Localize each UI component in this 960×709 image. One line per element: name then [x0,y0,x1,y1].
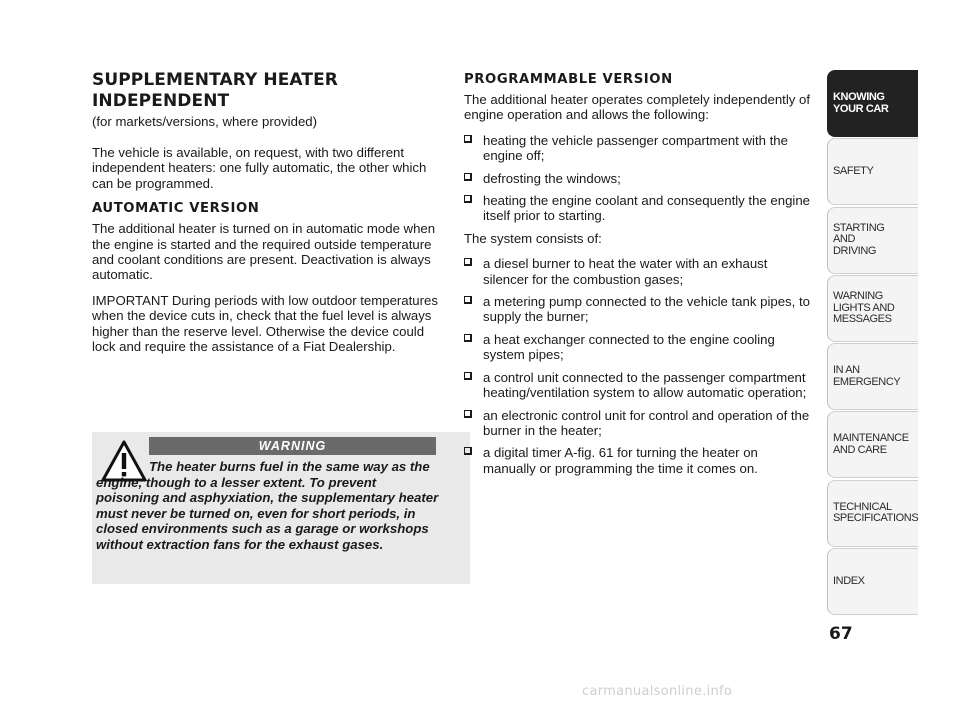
tab-index[interactable]: INDEX [827,548,918,615]
automatic-paragraph: The additional heater is turned on in automatic mode when the engine is started and the required outside temperature and coolant conditions are present. Deactivation is always automatic. [92,221,436,283]
left-column [92,70,440,364]
tab-in-an-emergency[interactable]: IN AN EMERGENCY [827,343,918,410]
allows-list [464,133,812,224]
checkbox-bullet-icon [464,410,472,418]
consists-intro: The system consists of: [464,230,602,246]
list-item: defrosting the windows; [464,171,812,186]
warning-box [92,432,470,584]
checkbox-bullet-icon [464,447,472,455]
warning-label: WARNING [149,437,436,455]
programmable-version-heading: PROGRAMMABLE VERSION [464,72,673,87]
page-number: 67 [829,624,853,644]
watermark: carmanualsonline.info [582,684,733,699]
warning-text: The heater burns fuel in the same way as the engine, though to a lesser extent. To prevent poisoning and asphyxiation, the supplementary heater must never be turned on, even for short periods, in closed environments such as a garage or workshops without extraction fans for the exhaust gases. [96,459,439,552]
tab-safety[interactable]: SAFETY [827,138,918,205]
chapter-tabs [827,70,918,616]
list-item: a diesel burner to heat the water with an exhaust silencer for the combustion gases; [464,256,812,287]
list-item: heating the engine coolant and consequently the engine itself prior to starting. [464,193,812,224]
tab-technical-specifications[interactable]: TECHNICAL SPECIFICATIONS [827,480,918,547]
list-item: a metering pump connected to the vehicle tank pipes, to supply the burner; [464,294,812,325]
checkbox-bullet-icon [464,296,472,304]
list-item: a control unit connected to the passenger compartment heating/ventilation system to allow automatic operation; [464,370,812,401]
tab-knowing-your-car[interactable]: KNOWING YOUR CAR [827,70,918,137]
important-paragraph: IMPORTANT During periods with low outdoor temperatures when the device cuts in, check that the fuel level is always higher than the reserve level. Otherwise the device could lock and require the assistance of a Fiat Dealership. [92,292,438,355]
intro-paragraph: The vehicle is available, on request, with two different independent heaters: one fully automatic, the other which can be programmed. [92,145,427,191]
checkbox-bullet-icon [464,135,472,143]
checkbox-bullet-icon [464,173,472,181]
section-subtitle: (for markets/versions, where provided) [92,114,317,129]
list-item: a digital timer A-fig. 61 for turning the heater on manually or programming the time it comes on. [464,445,812,476]
right-column [464,72,812,483]
tab-starting-and-driving[interactable]: STARTING AND DRIVING [827,207,918,274]
checkbox-bullet-icon [464,334,472,342]
tab-maintenance-and-care[interactable]: MAINTENANCE AND CARE [827,411,918,478]
tab-warning-lights-and-messages[interactable]: WARNING LIGHTS AND MESSAGES [827,275,918,342]
list-item: heating the vehicle passenger compartment with the engine off; [464,133,812,164]
checkbox-bullet-icon [464,372,472,380]
checkbox-bullet-icon [464,258,472,266]
section-title: SUPPLEMENTARY HEATER INDEPENDENT [92,70,338,111]
programmable-intro: The additional heater operates completely independently of engine operation and allows the following: [464,92,811,123]
automatic-version-heading: AUTOMATIC VERSION [92,201,260,217]
consists-list [464,256,812,476]
list-item: a heat exchanger connected to the engine cooling system pipes; [464,332,812,363]
checkbox-bullet-icon [464,195,472,203]
list-item: an electronic control unit for control and operation of the burner in the heater; [464,408,812,439]
